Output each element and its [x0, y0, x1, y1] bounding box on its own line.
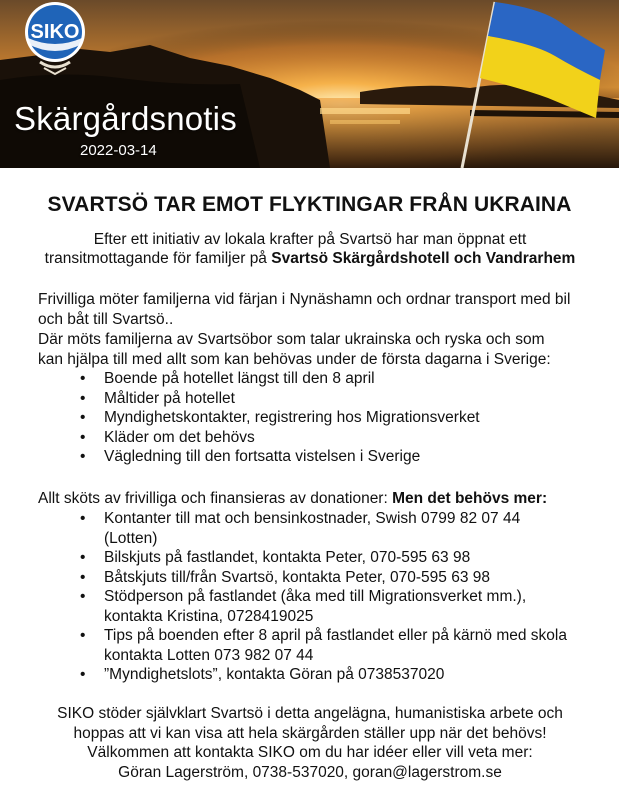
- paragraph-line: kan hjälpa till med allt som kan behövas under de första dagarna i Sverige:: [38, 350, 551, 368]
- list-item: • Boende på hotellet längst till den 8 april: [80, 369, 600, 389]
- list-item: • Måltider på hotellet: [80, 389, 600, 409]
- list-item-line: • Kontanter till mat och bensinkostnader, Swish 0799 82 07 44: [104, 510, 521, 527]
- paragraph-line: Frivilliga möter familjerna vid färjan i Nynäshamn och ordnar transport med bil: [38, 291, 571, 308]
- closing-line: Välkommen att kontakta SIKO om du har idéer eller vill veta mer:: [87, 744, 533, 761]
- list-item-line: • Bilskjuts på fastlandet, kontakta Peter, 070-595 63 98: [104, 549, 471, 566]
- needs-list: [80, 509, 600, 685]
- list-item: • Kläder om det behövs: [80, 428, 600, 448]
- donations-text: Allt sköts av frivilliga och finansieras av donationer:: [38, 490, 393, 507]
- list-item: [80, 626, 600, 665]
- closing-paragraph: [20, 704, 600, 782]
- intro-line: [30, 249, 590, 268]
- intro-line: Efter ett initiativ av lokala krafter på Svartsö har man öppnat ett: [93, 231, 527, 248]
- list-item-line: (Lotten): [104, 529, 158, 547]
- welcome-paragraph: [38, 330, 598, 369]
- closing-line: SIKO stöder självklart Svartsö i detta angelägna, humanistiska arbete och: [57, 705, 563, 722]
- hotel-name: Svartsö Skärgårdshotell och Vandrarhem: [271, 250, 576, 267]
- list-item-line: • ”Myndighetslots”, kontakta Göran på 0738537020: [104, 666, 445, 683]
- siko-logo: [14, 0, 96, 78]
- headline: SVARTSÖ TAR EMOT FLYKTINGAR FRÅN UKRAINA: [47, 193, 572, 216]
- help-list: [80, 369, 600, 467]
- list-item: • Vägledning till den fortsatta vistelsen i Sverige: [80, 447, 600, 467]
- list-item: [80, 587, 600, 626]
- list-item: [80, 665, 600, 685]
- list-item-line: • Båtskjuts till/från Svartsö, kontakta Peter, 070-595 63 98: [104, 568, 490, 586]
- needs-heading: Men det behövs mer:: [392, 490, 548, 507]
- paragraph-line: och båt till Svartsö..: [38, 310, 174, 328]
- paragraph-line: Där möts familjerna av Svartsöbor som talar ukrainska och ryska och som: [38, 331, 545, 348]
- list-item: [80, 548, 600, 568]
- list-item-line: • Tips på boenden efter 8 april på fastlandet eller på kärnö med skola: [104, 627, 567, 644]
- contact-line: Göran Lagerström, 0738-537020, goran@lagerstrom.se: [118, 763, 502, 781]
- header-banner: [0, 0, 619, 168]
- list-item-line: • Stödperson på fastlandet (åka med till Migrationsverket mm.),: [104, 588, 527, 605]
- banner-title: Skärgårdsnotis: [14, 100, 237, 137]
- closing-line: hoppas att vi kan visa att hela skärgården ställer upp när det behövs!: [73, 724, 547, 742]
- intro-paragraph: [30, 230, 590, 268]
- list-item: [80, 568, 600, 588]
- intro-text: transitmottagande för familjer på: [44, 250, 272, 267]
- list-item: • Myndighetskontakter, registrering hos Migrationsverket: [80, 408, 600, 428]
- list-item-line: kontakta Kristina, 0728419025: [104, 607, 314, 625]
- list-item: [80, 509, 600, 548]
- donations-paragraph: [38, 489, 598, 509]
- siko-logo-text: SIKO: [30, 21, 80, 43]
- transport-paragraph: [38, 290, 598, 329]
- list-item-line: kontakta Lotten 073 982 07 44: [104, 646, 314, 664]
- banner-date: 2022-03-14: [80, 142, 157, 159]
